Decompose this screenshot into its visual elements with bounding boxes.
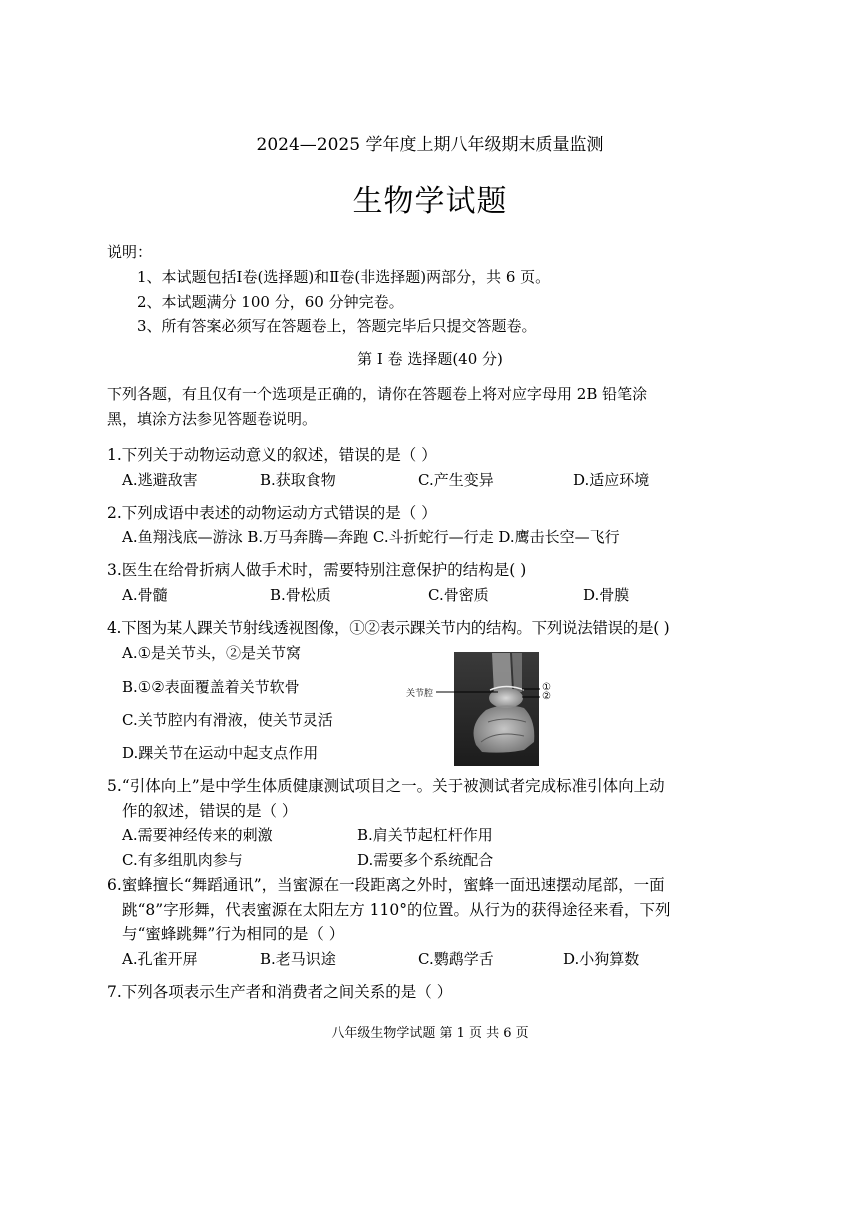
option-d: D.需要多个系统配合: [357, 851, 494, 869]
option-c: C.鹦鹉学舌: [418, 950, 494, 968]
question-stem: 2.下列成语中表述的动物运动方式错误的是（ ）: [107, 504, 437, 522]
marker-2: ②: [542, 691, 551, 702]
question-stem-cont: 跳“8”字形舞，代表蜜源在太阳左方 110°的位置。从行为的获得途径来看，下列: [122, 901, 671, 919]
instructions-line: 下列各题，有且仅有一个选项是正确的，请你在答题卷上将对应字母用 2B 铅笔涂: [107, 385, 648, 403]
option-b: B.骨松质: [270, 586, 331, 604]
note-item: 3、所有答案必须写在答题卷上，答题完毕后只提交答题卷。: [137, 317, 537, 335]
option-b: B.获取食物: [260, 471, 336, 489]
option-c: C.产生变异: [418, 471, 494, 489]
option-d: D.踝关节在运动中起支点作用: [122, 744, 319, 762]
section-title: 第 Ⅰ 卷 选择题(40 分): [357, 350, 503, 368]
instructions-line: 黑，填涂方法参见答题卷说明。: [107, 410, 318, 428]
exam-header: 2024—2025 学年度上期八年级期末质量监测: [256, 135, 604, 155]
option-d: D.骨膜: [583, 586, 630, 604]
option-c: C.关节腔内有滑液，使关节灵活: [122, 711, 333, 729]
option-a: A.孔雀开屏: [122, 950, 198, 968]
marker-1: ①: [542, 682, 551, 693]
option-d: D.小狗算数: [563, 950, 640, 968]
ankle-xray-figure: [406, 650, 571, 768]
option-b: B.①②表面覆盖着关节软骨: [122, 678, 300, 696]
option-a: A.①是关节头，②是关节窝: [122, 644, 302, 662]
option-a: A.骨髓: [122, 586, 168, 604]
question-stem: 7.下列各项表示生产者和消费者之间关系的是（ ）: [107, 983, 453, 1001]
question-stem: 6.蜜蜂擅长“舞蹈通讯”，当蜜源在一段距离之外时，蜜蜂一面迅速摆动尾部，一面: [107, 876, 665, 894]
question-stem-cont: 与“蜜蜂跳舞”行为相同的是（ ）: [122, 925, 345, 943]
question-stem: 1.下列关于动物运动意义的叙述，错误的是（ ）: [107, 446, 437, 464]
question-stem: 3.医生在给骨折病人做手术时，需要特别注意保护的结构是( ): [107, 561, 527, 579]
options-line: A.鱼翔浅底—游泳 B.万马奔腾—奔跑 C.斗折蛇行—行走 D.鹰击长空—飞行: [122, 528, 620, 546]
note-item: 1、本试题包括Ⅰ卷(选择题)和Ⅱ卷(非选择题)两部分，共 6 页。: [137, 268, 551, 286]
option-b: B.肩关节起杠杆作用: [357, 826, 493, 844]
note-item: 2、本试题满分 100 分，60 分钟完卷。: [137, 293, 404, 311]
option-c: C.骨密质: [428, 586, 489, 604]
option-c: C.有多组肌肉参与: [122, 851, 243, 869]
question-stem-cont: 作的叙述，错误的是（ ）: [122, 802, 298, 820]
option-a: A.需要神经传来的刺激: [122, 826, 273, 844]
notes-heading: 说明：: [107, 243, 153, 261]
option-a: A.逃避敌害: [122, 471, 198, 489]
option-b: B.老马识途: [260, 950, 336, 968]
page-footer: 八年级生物学试题 第 1 页 共 6 页: [331, 1026, 529, 1041]
question-stem: 4.下图为某人踝关节射线透视图像，①②表示踝关节内的结构。下列说法错误的是( ): [107, 619, 670, 637]
joint-cavity-label: 关节腔: [406, 689, 434, 699]
page-title: 生物学试题: [352, 184, 508, 219]
question-stem: 5.“引体向上”是中学生体质健康测试项目之一。关于被测试者完成标准引体向上动: [107, 777, 665, 795]
ankle-xray-image: [406, 650, 571, 768]
option-d: D.适应环境: [573, 471, 650, 489]
